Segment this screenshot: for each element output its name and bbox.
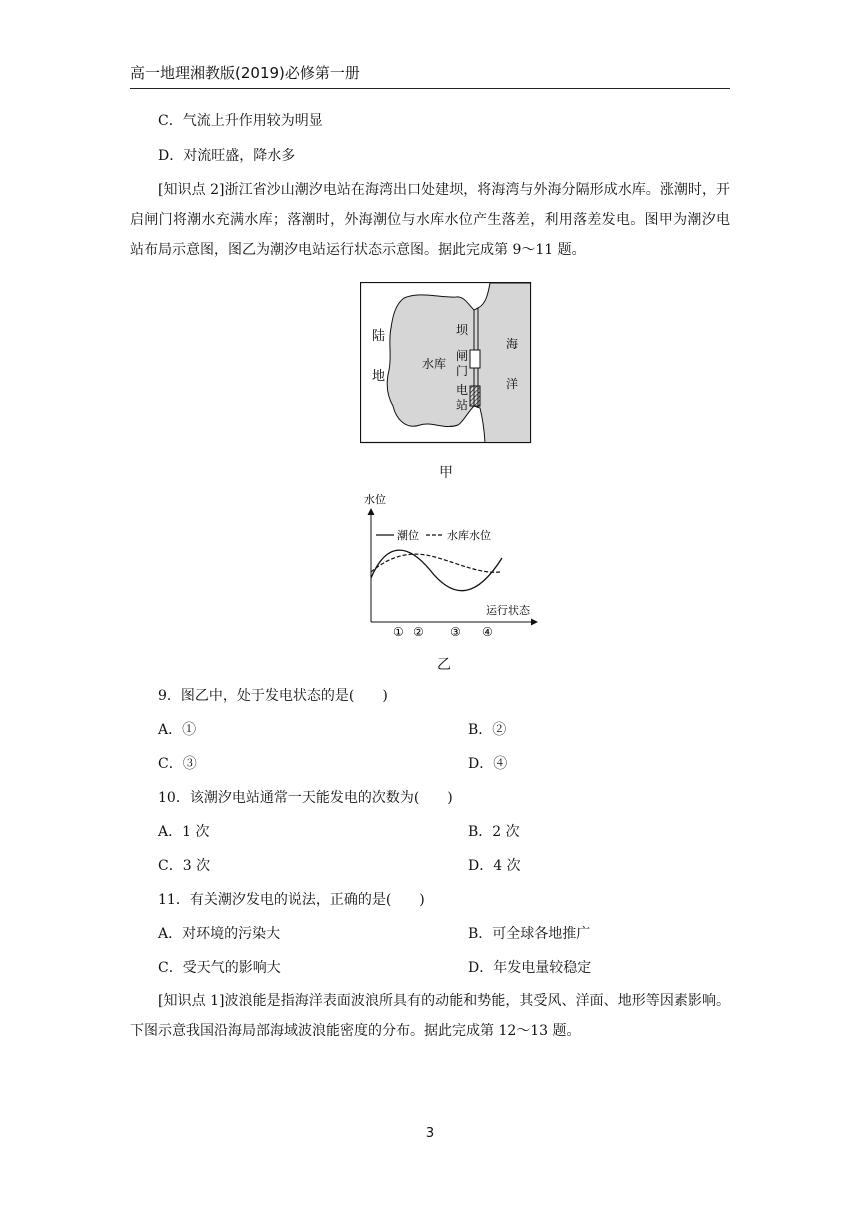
gate-box [470, 350, 480, 368]
station-label-1: 电 [456, 383, 469, 397]
intro-paragraph-1: [知识点 2]浙江省沙山潮汐电站在海湾出口处建坝，将海湾与外海分隔形成水库。涨潮时，开启闸门将潮水充满水库；落潮时，外海潮位与水库水位产生落差，利用落差发电。图甲为潮汐电站布局示意图，图乙为潮汐电站运行状态示意图。据此完成第 9～11 题。 [130, 182, 730, 258]
question-10-option-c: C．3 次 [158, 858, 211, 874]
question-10-stem: 10．该潮汐电站通常一天能发电的次数为( ) [158, 790, 453, 806]
question-10-option-d: D．4 次 [468, 858, 521, 874]
legend-tide-label: 潮位 [397, 529, 419, 542]
question-11-option-d: D．年发电量较稳定 [468, 960, 592, 976]
prev-option-d: D．对流旺盛，降水多 [158, 148, 296, 164]
station-box [470, 386, 480, 406]
ocean-label-1: 海 [506, 337, 519, 351]
land-label-1: 陆 [372, 329, 386, 344]
page-header: 高一地理湘教版(2019)必修第一册 [130, 64, 360, 82]
tide-level-curve [371, 550, 502, 591]
ocean-label-2: 洋 [506, 377, 519, 391]
question-11-option-c: C．受天气的影响大 [158, 960, 281, 976]
reservoir-level-curve [371, 554, 500, 572]
question-10-option-a: A．1 次 [158, 824, 210, 840]
question-11-option-a: A．对环境的污染大 [158, 926, 281, 942]
question-9-stem: 9．图乙中，处于发电状态的是( ) [158, 688, 388, 704]
x-axis-label: 运行状态 [486, 604, 530, 617]
prev-option-c: C．气流上升作用较为明显 [158, 113, 323, 129]
y-axis-label: 水位 [364, 493, 386, 506]
intro-paragraph-2: [知识点 1]波浪能是指海洋表面波浪所具有的动能和势能，其受风、洋面、地形等因素影响。下图示意我国沿海局部海域波浪能密度的分布。据此完成第 12～13 题。 [130, 993, 730, 1039]
tick-state-2: ② [413, 625, 424, 639]
header-rule [130, 88, 730, 89]
question-9-option-d: D．④ [468, 756, 508, 772]
reservoir-label: 水库 [422, 357, 447, 371]
gate-label-1: 闸 [456, 349, 469, 363]
land-label-2: 地 [372, 369, 386, 384]
tick-state-3: ③ [450, 625, 461, 639]
question-9-option-c: C．③ [158, 756, 197, 772]
question-9-option-b: B．② [468, 722, 507, 738]
figure-a-caption: 甲 [439, 465, 453, 481]
figure-b-state-diagram [360, 490, 544, 640]
legend-reservoir-label: 水库水位 [447, 529, 491, 542]
ocean-area [474, 283, 531, 443]
question-11-stem: 11．有关潮汐发电的说法，正确的是( ) [158, 892, 425, 908]
station-label-2: 站 [456, 398, 469, 412]
figure-a-layout-diagram [360, 282, 532, 444]
tick-state-4: ④ [482, 625, 493, 639]
question-9-option-a: A．① [158, 722, 197, 738]
figure-b-caption: 乙 [437, 657, 451, 673]
tick-state-1: ① [393, 625, 404, 639]
question-10-option-b: B．2 次 [468, 824, 520, 840]
page-number: 3 [425, 1126, 435, 1141]
dam-label: 坝 [456, 323, 469, 337]
question-11-option-b: B．可全球各地推广 [468, 926, 591, 942]
gate-label-2: 门 [456, 364, 469, 378]
